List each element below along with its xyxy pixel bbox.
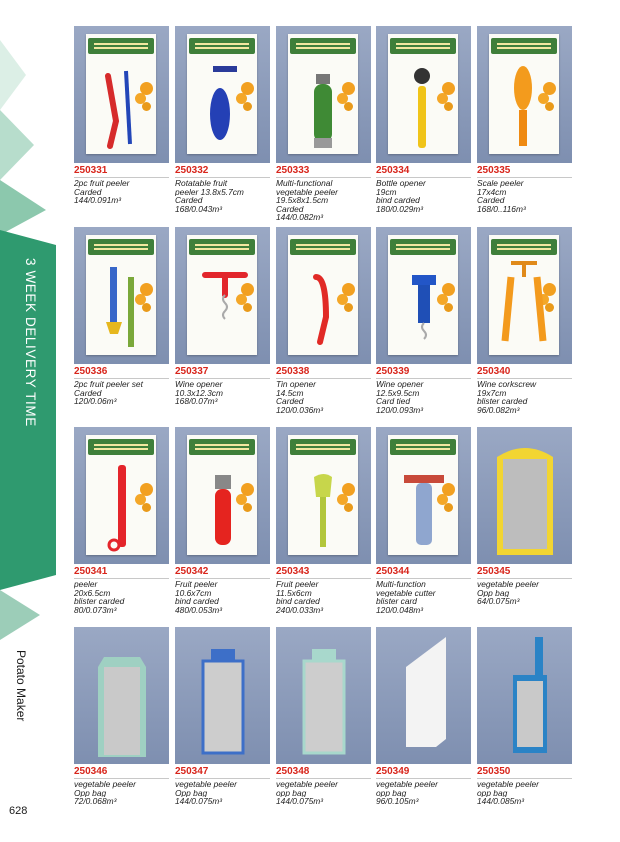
product-description-line: 14.5cm: [276, 388, 304, 398]
product-description-line: Fruit peeler: [276, 580, 319, 589]
product-description-line: 72/0.068m³: [74, 797, 117, 806]
product-code: 250337: [175, 366, 270, 379]
product-description-line: 120/0.093m³: [376, 405, 424, 415]
product-photo: [74, 227, 169, 364]
product-description-line: 144/0.082m³: [276, 213, 324, 222]
product-description-line: Card tied: [376, 397, 410, 406]
product-description-line: blister carded: [74, 597, 125, 606]
product-description-line: peeler: [74, 580, 98, 589]
product-code: 250343: [276, 566, 371, 579]
product-code: 250344: [376, 566, 471, 579]
product-description: [276, 380, 371, 414]
product-description-line: Multi-function: [376, 580, 426, 589]
product-code: 250341: [74, 566, 169, 579]
product-description-line: 19cm: [376, 187, 397, 197]
product-description-line: 80/0.073m³: [74, 605, 117, 615]
product-description-line: vegetable peeler: [477, 780, 539, 789]
product-description-line: 168/0..116m³: [477, 204, 526, 214]
product-photo: [477, 627, 572, 764]
product-photo: [175, 427, 270, 564]
delivery-time-title: 3 WEEK DELIVERY TIME: [23, 258, 38, 427]
product-item: [276, 26, 371, 222]
product-photo: [74, 427, 169, 564]
product-description: [477, 380, 572, 414]
product-photo: [477, 227, 572, 364]
product-description-line: 96/0.082m³: [477, 405, 520, 415]
product-description-line: 20x6.5cm: [74, 588, 111, 598]
product-description: [74, 780, 169, 806]
product-photo: [376, 26, 471, 163]
product-description-line: Carded: [74, 187, 102, 197]
product-photo: [376, 427, 471, 564]
product-description-line: Opp bag: [175, 788, 208, 798]
product-description-line: Wine opener: [376, 380, 424, 389]
product-item: [477, 227, 572, 414]
product-description-line: Carded: [477, 196, 505, 205]
category-label: Potato Maker: [14, 650, 28, 722]
product-item: [175, 26, 270, 213]
product-photo: [376, 227, 471, 364]
product-code: 250349: [376, 766, 471, 779]
product-description-line: bind carded: [376, 196, 420, 205]
product-description: [376, 380, 471, 414]
product-description-line: 480/0.053m³: [175, 605, 223, 615]
product-description-line: bind carded: [276, 597, 320, 606]
product-item: [74, 627, 169, 806]
product-item: [276, 627, 371, 806]
product-code: 250346: [74, 766, 169, 779]
product-description-line: blister carded: [477, 397, 528, 406]
product-description-line: 17x4cm: [477, 187, 507, 197]
product-code: 250348: [276, 766, 371, 779]
product-photo: [477, 427, 572, 564]
product-description-line: Wine corkscrew: [477, 380, 537, 389]
product-code: 250331: [74, 165, 169, 178]
product-description: [74, 179, 169, 205]
product-grid: [74, 26, 574, 826]
product-description-line: 19x7cm: [477, 388, 507, 398]
product-description-line: 2pc fruit peeler: [74, 179, 130, 188]
product-code: 250332: [175, 165, 270, 178]
product-description-line: 168/0.07m³: [175, 397, 218, 406]
product-description-line: 144/0.085m³: [477, 797, 525, 806]
product-code: 250342: [175, 566, 270, 579]
product-description: [276, 580, 371, 614]
product-code: 250336: [74, 366, 169, 379]
product-code: 250345: [477, 566, 572, 579]
product-description-line: vegetable peeler: [276, 187, 338, 197]
product-description-line: 144/0.091m³: [74, 196, 122, 205]
product-description: [175, 179, 270, 213]
product-description-line: vegetable peeler: [74, 780, 136, 789]
product-description-line: vegetable peeler: [477, 580, 539, 589]
product-description: [477, 179, 572, 213]
product-description-line: vegetable peeler: [376, 780, 438, 789]
product-description-line: 180/0.029m³: [376, 204, 424, 214]
product-code: 250339: [376, 366, 471, 379]
product-code: 250347: [175, 766, 270, 779]
product-description-line: Opp bag: [477, 588, 510, 598]
product-description: [276, 780, 371, 806]
product-photo: [74, 26, 169, 163]
product-description-line: 144/0.075m³: [276, 797, 324, 806]
product-description-line: Carded: [175, 196, 203, 205]
product-description-line: peeler 13.8x5.7cm: [175, 187, 244, 197]
product-description-line: 11.5x6cm: [276, 588, 312, 598]
product-code: 250334: [376, 165, 471, 178]
page-number: 628: [9, 805, 28, 817]
product-description-line: Bottle opener: [376, 179, 426, 188]
product-item: [276, 227, 371, 414]
product-description-line: opp bag: [376, 788, 407, 798]
product-item: [477, 627, 572, 806]
product-description-line: Opp bag: [74, 788, 107, 798]
product-photo: [175, 227, 270, 364]
product-photo: [276, 627, 371, 764]
product-description-line: 240/0.033m³: [276, 605, 324, 615]
product-item: [74, 26, 169, 205]
product-description: [175, 580, 270, 614]
product-item: [376, 627, 471, 806]
product-description: [376, 780, 471, 806]
product-description-line: Carded: [276, 204, 304, 214]
product-description-line: 64/0.075m³: [477, 597, 520, 606]
product-code: 250333: [276, 165, 371, 178]
product-item: [376, 427, 471, 614]
product-description-line: vegetable peeler: [175, 780, 237, 789]
product-code: 250340: [477, 366, 572, 379]
product-description-line: 168/0.043m³: [175, 204, 223, 214]
product-description: [74, 380, 169, 406]
product-item: [276, 427, 371, 614]
product-photo: [175, 26, 270, 163]
product-description-line: Wine opener: [175, 380, 223, 389]
product-photo: [477, 26, 572, 163]
product-item: [376, 26, 471, 213]
product-description: [175, 380, 270, 406]
product-item: [477, 427, 572, 606]
product-description: [477, 580, 572, 606]
product-description: [376, 580, 471, 614]
product-code: 250335: [477, 165, 572, 178]
product-item: [175, 427, 270, 614]
product-description-line: Multi-functional: [276, 179, 333, 188]
product-photo: [276, 427, 371, 564]
product-description-line: Scale peeler: [477, 179, 524, 188]
product-description-line: 120/0.06m³: [74, 397, 117, 406]
product-description-line: Carded: [276, 397, 304, 406]
product-description: [175, 780, 270, 806]
product-description: [276, 179, 371, 222]
product-item: [175, 227, 270, 406]
product-photo: [74, 627, 169, 764]
product-description-line: 10.6x7cm: [175, 588, 212, 598]
product-photo: [276, 227, 371, 364]
product-description-line: 12.5x9.5cm: [376, 388, 420, 398]
product-description-line: vegetable cutter: [376, 588, 436, 598]
product-description-line: 2pc fruit peeler set: [74, 380, 143, 389]
product-description-line: opp bag: [477, 788, 508, 798]
product-item: [175, 627, 270, 806]
product-description-line: blister card: [376, 597, 417, 606]
product-description-line: bind carded: [175, 597, 219, 606]
product-description-line: 120/0.048m³: [376, 605, 424, 615]
product-description-line: Fruit peeler: [175, 580, 218, 589]
product-photo: [175, 627, 270, 764]
product-description-line: Rotatable fruit: [175, 179, 228, 188]
product-description-line: 120/0.036m³: [276, 405, 324, 415]
sidebar: [0, 0, 56, 842]
product-description: [477, 780, 572, 806]
product-code: 250350: [477, 766, 572, 779]
product-description-line: Carded: [74, 388, 102, 398]
product-description-line: 144/0.075m³: [175, 797, 223, 806]
product-photo: [276, 26, 371, 163]
product-photo: [376, 627, 471, 764]
product-item: [74, 227, 169, 406]
product-code: 250338: [276, 366, 371, 379]
product-description: [376, 179, 471, 213]
product-description-line: 96/0.105m³: [376, 797, 419, 806]
product-description: [74, 580, 169, 614]
product-item: [74, 427, 169, 614]
product-description-line: 10.3x12.3cm: [175, 388, 223, 398]
product-description-line: opp bag: [276, 788, 307, 798]
product-item: [477, 26, 572, 213]
product-description-line: vegetable peeler: [276, 780, 338, 789]
product-description-line: Tin opener: [276, 380, 316, 389]
product-description-line: 19.5x8x1.5cm: [276, 196, 329, 205]
product-item: [376, 227, 471, 414]
